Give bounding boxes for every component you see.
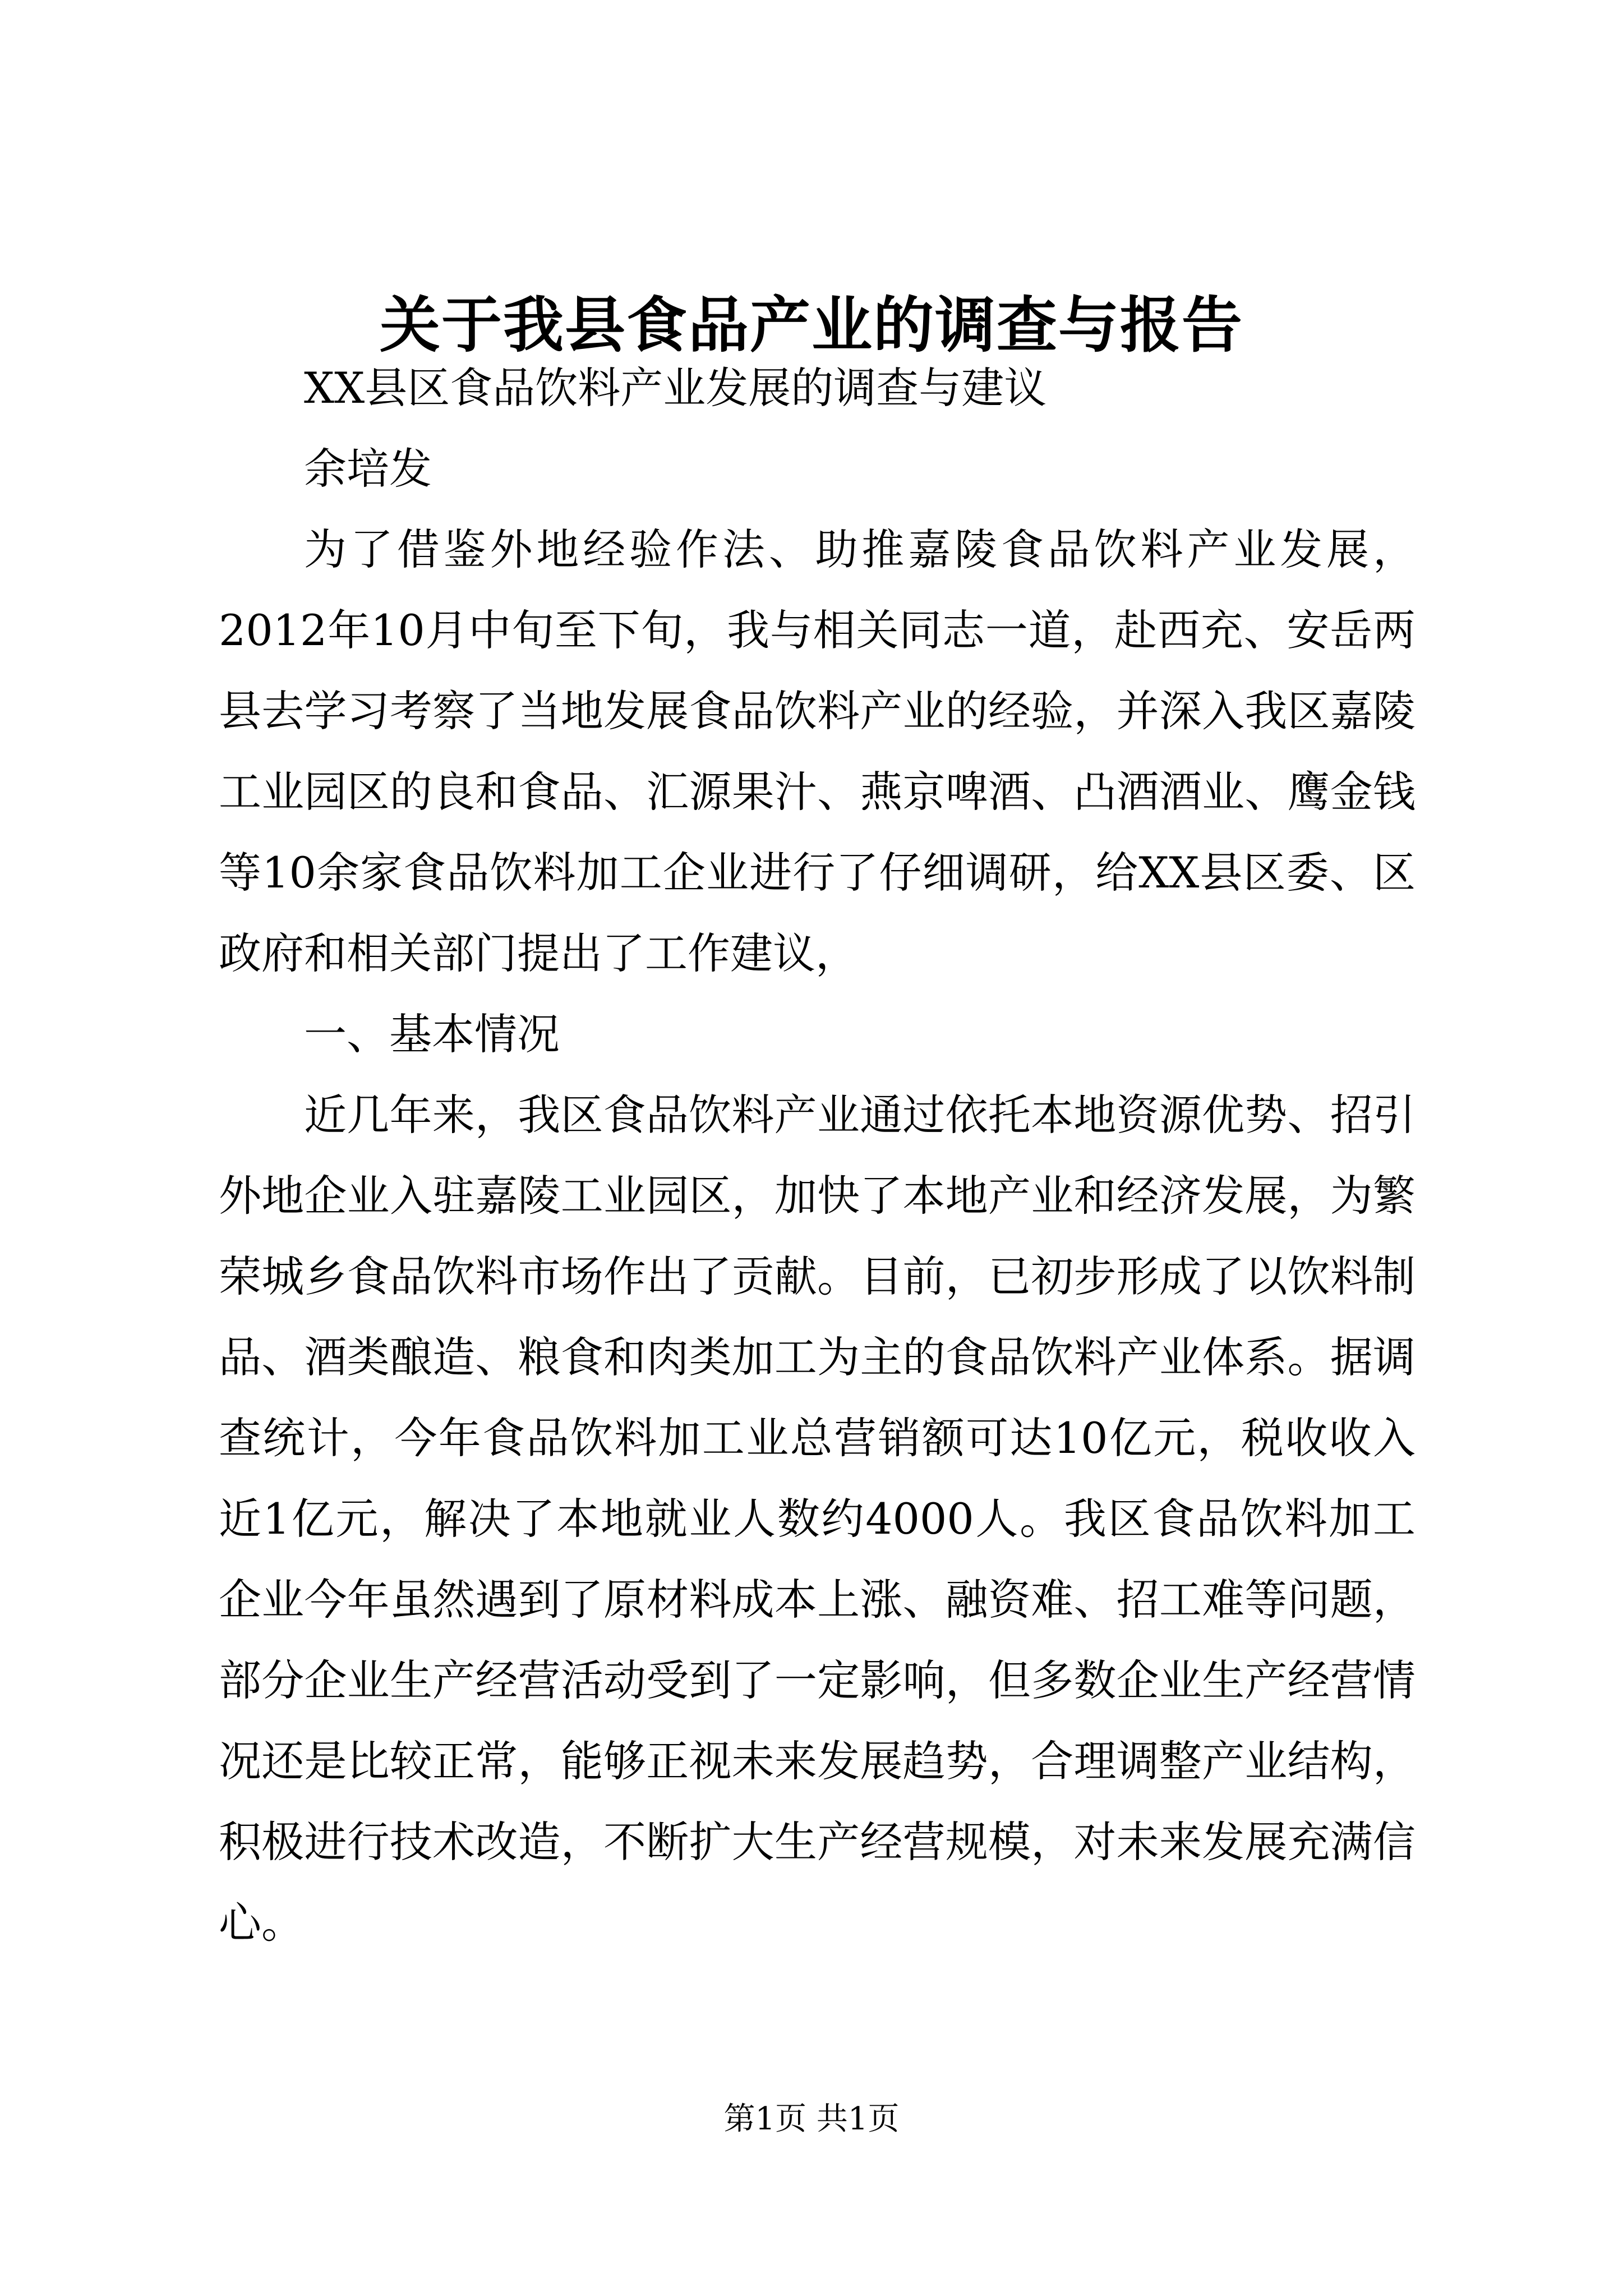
- section-heading-basic-situation: 一、基本情况: [304, 1009, 560, 1059]
- author-paragraph: 余培发: [304, 444, 432, 494]
- basic-situation-paragraph: 近几年来，我区食品饮料产业通过依托本地资源优势、招引外地企业入驻嘉陵工业园区，加快了本地产业和经济发展，为繁荣城乡食品饮料市场作出了贡献。目前，已初步形成了以饮料制品、酒类酿造、粮食和肉类加工为主的食品饮料产业体系。据调查统计，今年食品饮料加工业总营销额可达10亿元，税收收入近1亿元，解决了本地就业人数约4000人。我区食品饮料加工企业今年虽然遇到了原材料成本上涨、融资难、招工难等问题，部分企业生产经营活动受到了一定影响，但多数企业生产经营情况还是比较正常，能够正视未来发展趋势，合理调整产业结构，积极进行技术改造，不断扩大生产经营规模，对未来发展充满信心。: [219, 1090, 1415, 1948]
- page-footer: 第1页 共1页: [723, 2101, 900, 2137]
- document-title: 关于我县食品产业的调查与报告: [379, 290, 1243, 361]
- intro-paragraph: 为了借鉴外地经验作法、助推嘉陵食品饮料产业发展，2012年10月中旬至下旬，我与相关同志一道，赴西充、安岳两县去学习考察了当地发展食品饮料产业的经验，并深入我区嘉陵工业园区的良和食品、汇源果汁、燕京啤酒、凸酒酒业、鹰金钱等10余家食品饮料加工企业进行了仔细调研，给XX县区委、区政府和相关部门提出了工作建议，: [219, 524, 1415, 978]
- subtitle-paragraph: XX县区食品饮料产业发展的调查与建议: [304, 363, 1047, 413]
- document-body: [219, 348, 1415, 1963]
